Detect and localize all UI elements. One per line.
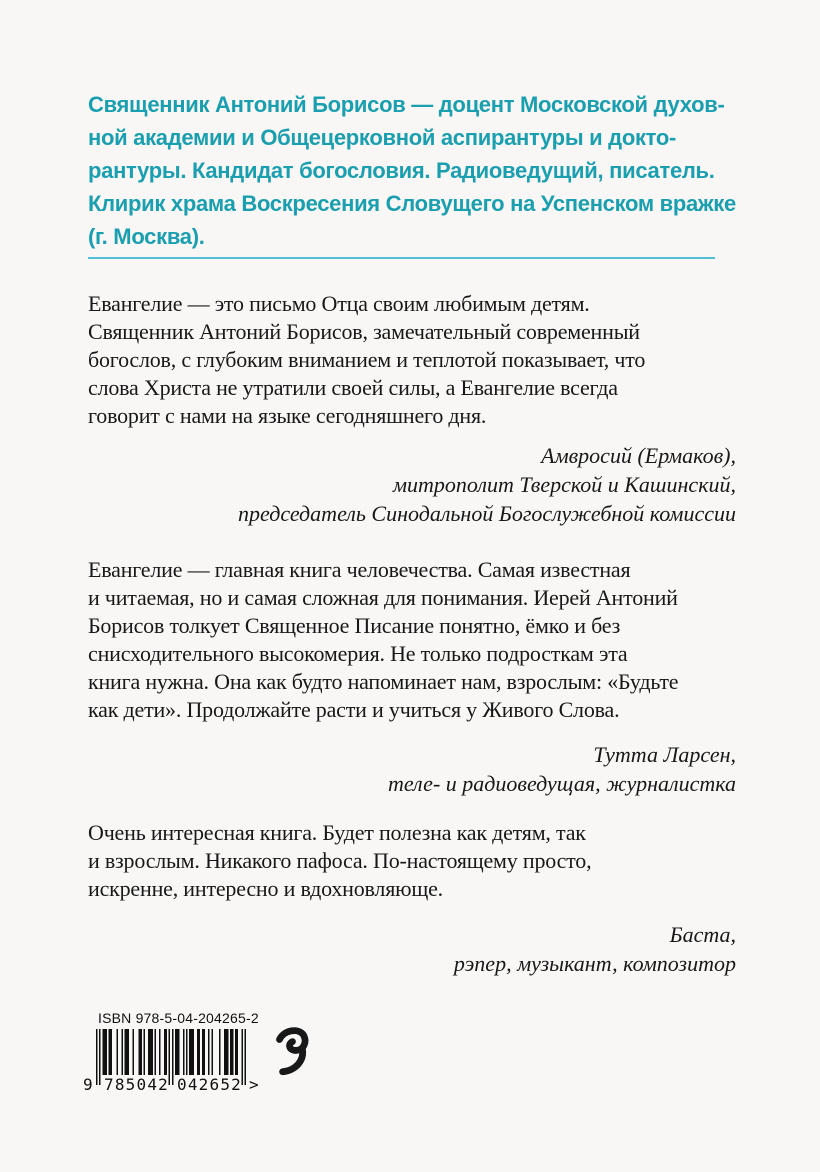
barcode-digit-group-2: 042652 (177, 1075, 242, 1094)
quote-line: говорит с нами на языке сегодняшнего дня. (88, 403, 487, 428)
attribution-line: Амвросий (Ермаков), (541, 443, 736, 468)
bio-line: рантуры. Кандидат богословия. Радиоведущий, писатель. (88, 158, 715, 183)
attribution-line: Тутта Ларсен, (593, 742, 736, 767)
quote-line: Евангелие — главная книга человечества. Самая известная (88, 557, 631, 582)
quote-line: богослов, с глубоким вниманием и теплотой показывает, что (88, 347, 646, 372)
barcode-digit-lead: 9 (83, 1075, 93, 1094)
attribution-line: митрополит Тверской и Кашинский, (392, 472, 736, 497)
quote-line: и читаемая, но и самая сложная для понимания. Иерей Антоний (88, 585, 678, 610)
quote-line: и взрослым. Никакого пафоса. По-настоящему просто, (88, 848, 592, 873)
isbn-label: ISBN 978-5-04-204265-2 (98, 1010, 259, 1026)
review-quote-3 (88, 819, 736, 903)
quote-line: Очень интересная книга. Будет полезна как детям, так (88, 820, 586, 845)
barcode-digit-tail: > (249, 1075, 259, 1094)
quote-line: искренне, интересно и вдохновляюще. (88, 876, 443, 901)
barcode-digits (83, 1075, 259, 1094)
bio-line: ной академии и Общецерковной аспирантуры и докто- (88, 125, 677, 150)
quote-line: снисходительного высокомерия. Не только подросткам эта (88, 641, 628, 666)
attribution-line: рэпер, музыкант, композитор (453, 951, 736, 976)
quote-line: Священник Антоний Борисов, замечательный современный (88, 319, 640, 344)
attribution-line: Баста, (669, 922, 736, 947)
bio-line: Клирик храма Воскресения Словущего на Успенском вражке (88, 191, 736, 216)
review-attribution-2 (88, 740, 736, 798)
author-bio (88, 88, 736, 253)
quote-line: Борисов толкует Священное Писание понятно, ёмко и без (88, 613, 621, 638)
barcode-digit-group-1: 785042 (104, 1075, 169, 1094)
review-attribution-3 (88, 920, 736, 978)
eksmo-publisher-logo-icon (272, 1026, 314, 1078)
quote-line: Евангелие — это письмо Отца своим любимым детям. (88, 291, 590, 316)
bio-line: (г. Москва). (88, 224, 205, 249)
quote-line: как дети». Продолжайте расти и учиться у Живого Слова. (88, 697, 620, 722)
attribution-line: председатель Синодальной Богослужебной комиссии (238, 501, 736, 526)
review-quote-2 (88, 556, 736, 724)
review-attribution-1 (88, 441, 736, 528)
review-quote-1 (88, 290, 736, 430)
divider-line (88, 257, 715, 259)
bio-line: Священник Антоний Борисов — доцент Московской духов- (88, 92, 725, 117)
attribution-line: теле- и радиоведущая, журналистка (387, 771, 736, 796)
quote-line: книга нужна. Она как будто напоминает нам, взрослым: «Будьте (88, 669, 679, 694)
quote-line: слова Христа не утратили своей силы, а Евангелие всегда (88, 375, 618, 400)
